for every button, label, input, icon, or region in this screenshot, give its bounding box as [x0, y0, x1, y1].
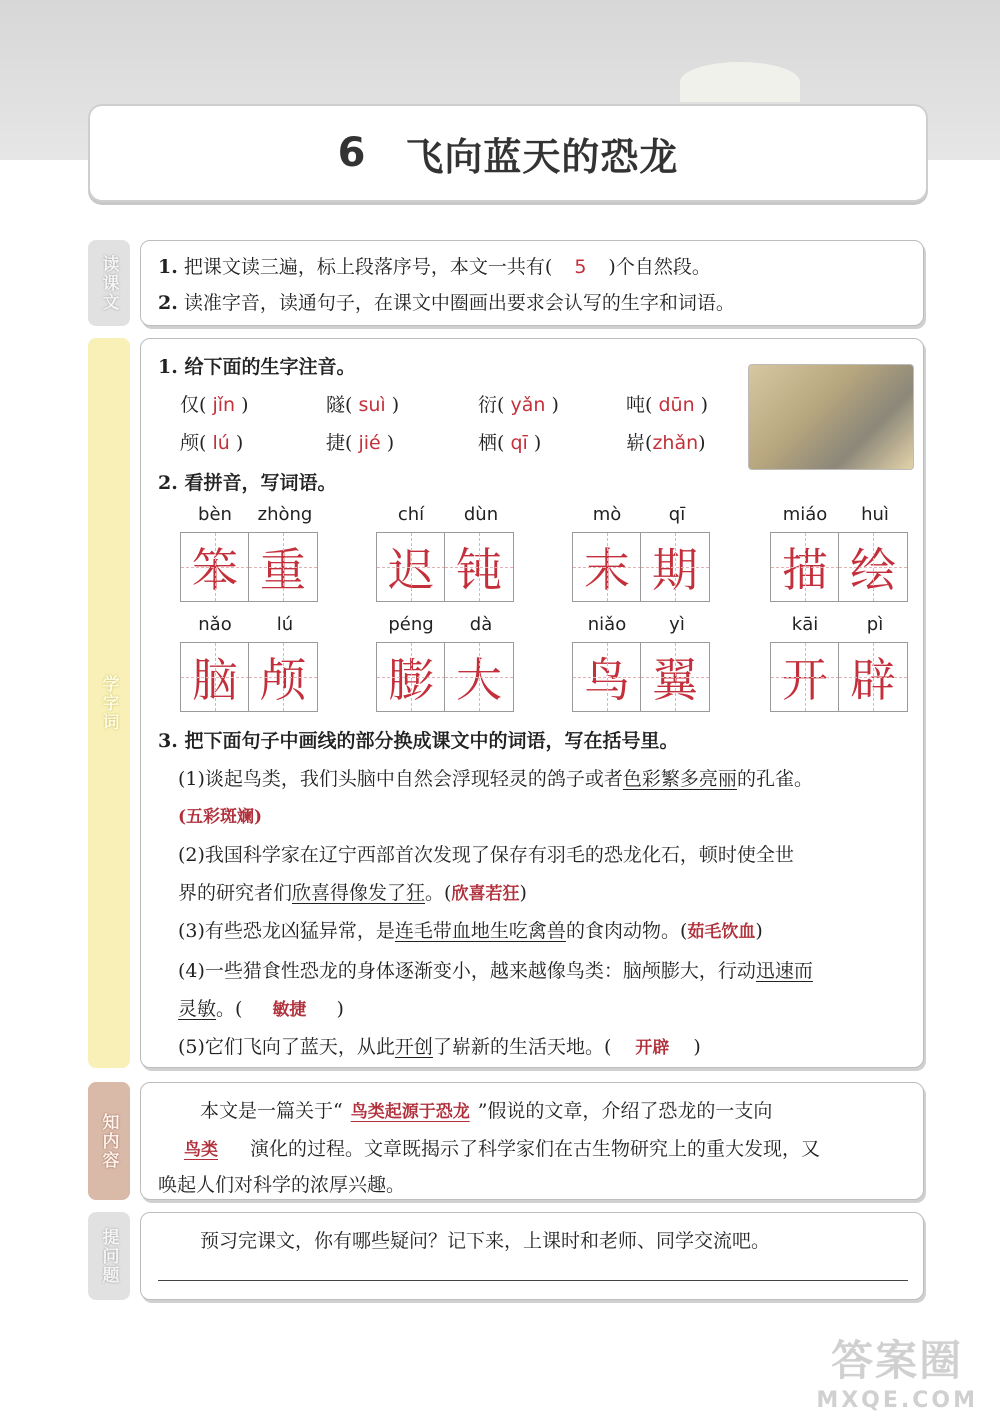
lesson-number: 6: [337, 130, 366, 176]
summary-line-1: 本文是一篇关于“ 鸟类起源于恐龙 ”假说的文章，介绍了恐龙的一支向: [200, 1100, 773, 1122]
dinosaur-illustration: [748, 364, 914, 470]
pinyin-item: 仅( jǐn ): [180, 394, 249, 416]
pinyin-item: 衍( yǎn ): [478, 394, 559, 416]
pinyin-item: 吨( dūn ): [626, 394, 709, 416]
pinyin-item: 崭(zhǎn): [626, 432, 706, 454]
answer-2: 欣喜若狂: [451, 884, 520, 904]
decoration-illustration: [680, 62, 800, 102]
learn-q3-title: 3. 把下面句子中画线的部分换成课文中的词语，写在括号里。: [158, 730, 679, 752]
char-cell: 绘: [838, 532, 908, 602]
pinyin-item: 隧( suì ): [326, 394, 400, 416]
answer-5: 开辟: [635, 1038, 670, 1058]
tab-read: 读课文: [88, 240, 130, 326]
char-cell: 脑: [180, 642, 250, 712]
sentence-1: (1)谈起鸟类，我们头脑中自然会浮现轻灵的鸽子或者色彩繁多亮丽的孔雀。: [178, 768, 813, 790]
learn-q2-title: 2. 看拼音，写词语。: [158, 472, 337, 494]
char-cell: 迟: [376, 532, 446, 602]
read-q1: 1. 把课文读三遍，标上段落序号，本文一共有( 5 )个自然段。: [158, 256, 711, 278]
char-cell: 重: [248, 532, 318, 602]
answer-summary-1: 鸟类起源于恐龙: [350, 1102, 470, 1122]
summary-line-3: 唤起人们对科学的浓厚兴趣。: [158, 1174, 406, 1196]
pinyin-item: 颅( lú ): [180, 432, 244, 454]
pinyin-item: 捷( jié ): [326, 432, 395, 454]
pinyin-item: 栖( qī ): [478, 432, 542, 454]
tab-learn: 学字词: [88, 338, 130, 1068]
watermark: 答案圈 MXQE.COM: [816, 1336, 978, 1413]
sentence-2a: (2)我国科学家在辽宁西部首次发现了保存有羽毛的恐龙化石，顿时使全世: [178, 844, 794, 866]
sentence-5: (5)它们飞向了蓝天，从此开创了崭新的生活天地。( 开辟 ): [178, 1036, 701, 1058]
char-cell: 描: [770, 532, 840, 602]
char-cell: 膨: [376, 642, 446, 712]
answer-paragraph-count: 5: [574, 256, 587, 278]
learn-q1-title: 1. 给下面的生字注音。: [158, 356, 356, 378]
char-cell: 期: [640, 532, 710, 602]
sentence-3: (3)有些恐龙凶猛异常，是连毛带血地生吃禽兽的食肉动物。(茹毛饮血): [178, 920, 763, 942]
char-cell: 鸟: [572, 642, 642, 712]
char-cell: 颅: [248, 642, 318, 712]
sentence-4b: 灵敏。( 敏捷 ): [178, 998, 344, 1020]
char-cell: 钝: [444, 532, 514, 602]
summary-line-2: 鸟类 演化的过程。文章既揭示了科学家们在古生物研究上的重大发现，又: [158, 1134, 820, 1161]
char-cell: 开: [770, 642, 840, 712]
answer-1: (五彩斑斓): [178, 807, 263, 827]
sentence-2b: 界的研究者们欣喜得像发了狂。(欣喜若狂): [178, 882, 527, 904]
sentence-4a: (4)一些猎食性恐龙的身体逐渐变小，越来越像鸟类：脑颅膨大，行动迅速而: [178, 960, 813, 982]
lesson-title-text: 飞向蓝天的恐龙: [405, 134, 679, 179]
tab-question: 提问题: [88, 1212, 130, 1300]
char-cell: 笨: [180, 532, 250, 602]
lesson-title: [88, 104, 928, 202]
char-cell: 大: [444, 642, 514, 712]
answer-4: 敏捷: [272, 1000, 307, 1020]
read-q2: 2. 读准字音，读通句子，在课文中圈画出要求会认写的生字和词语。: [158, 292, 735, 314]
answer-summary-2: 鸟类: [184, 1140, 218, 1160]
question-prompt: 预习完课文，你有哪些疑问？记下来，上课时和老师、同学交流吧。: [200, 1230, 771, 1252]
char-cell: 末: [572, 532, 642, 602]
answer-line[interactable]: [158, 1280, 908, 1281]
char-cell: 翼: [640, 642, 710, 712]
tab-summary: 知内容: [88, 1082, 130, 1200]
char-cell: 辟: [838, 642, 908, 712]
answer-3: 茹毛饮血: [687, 922, 756, 942]
